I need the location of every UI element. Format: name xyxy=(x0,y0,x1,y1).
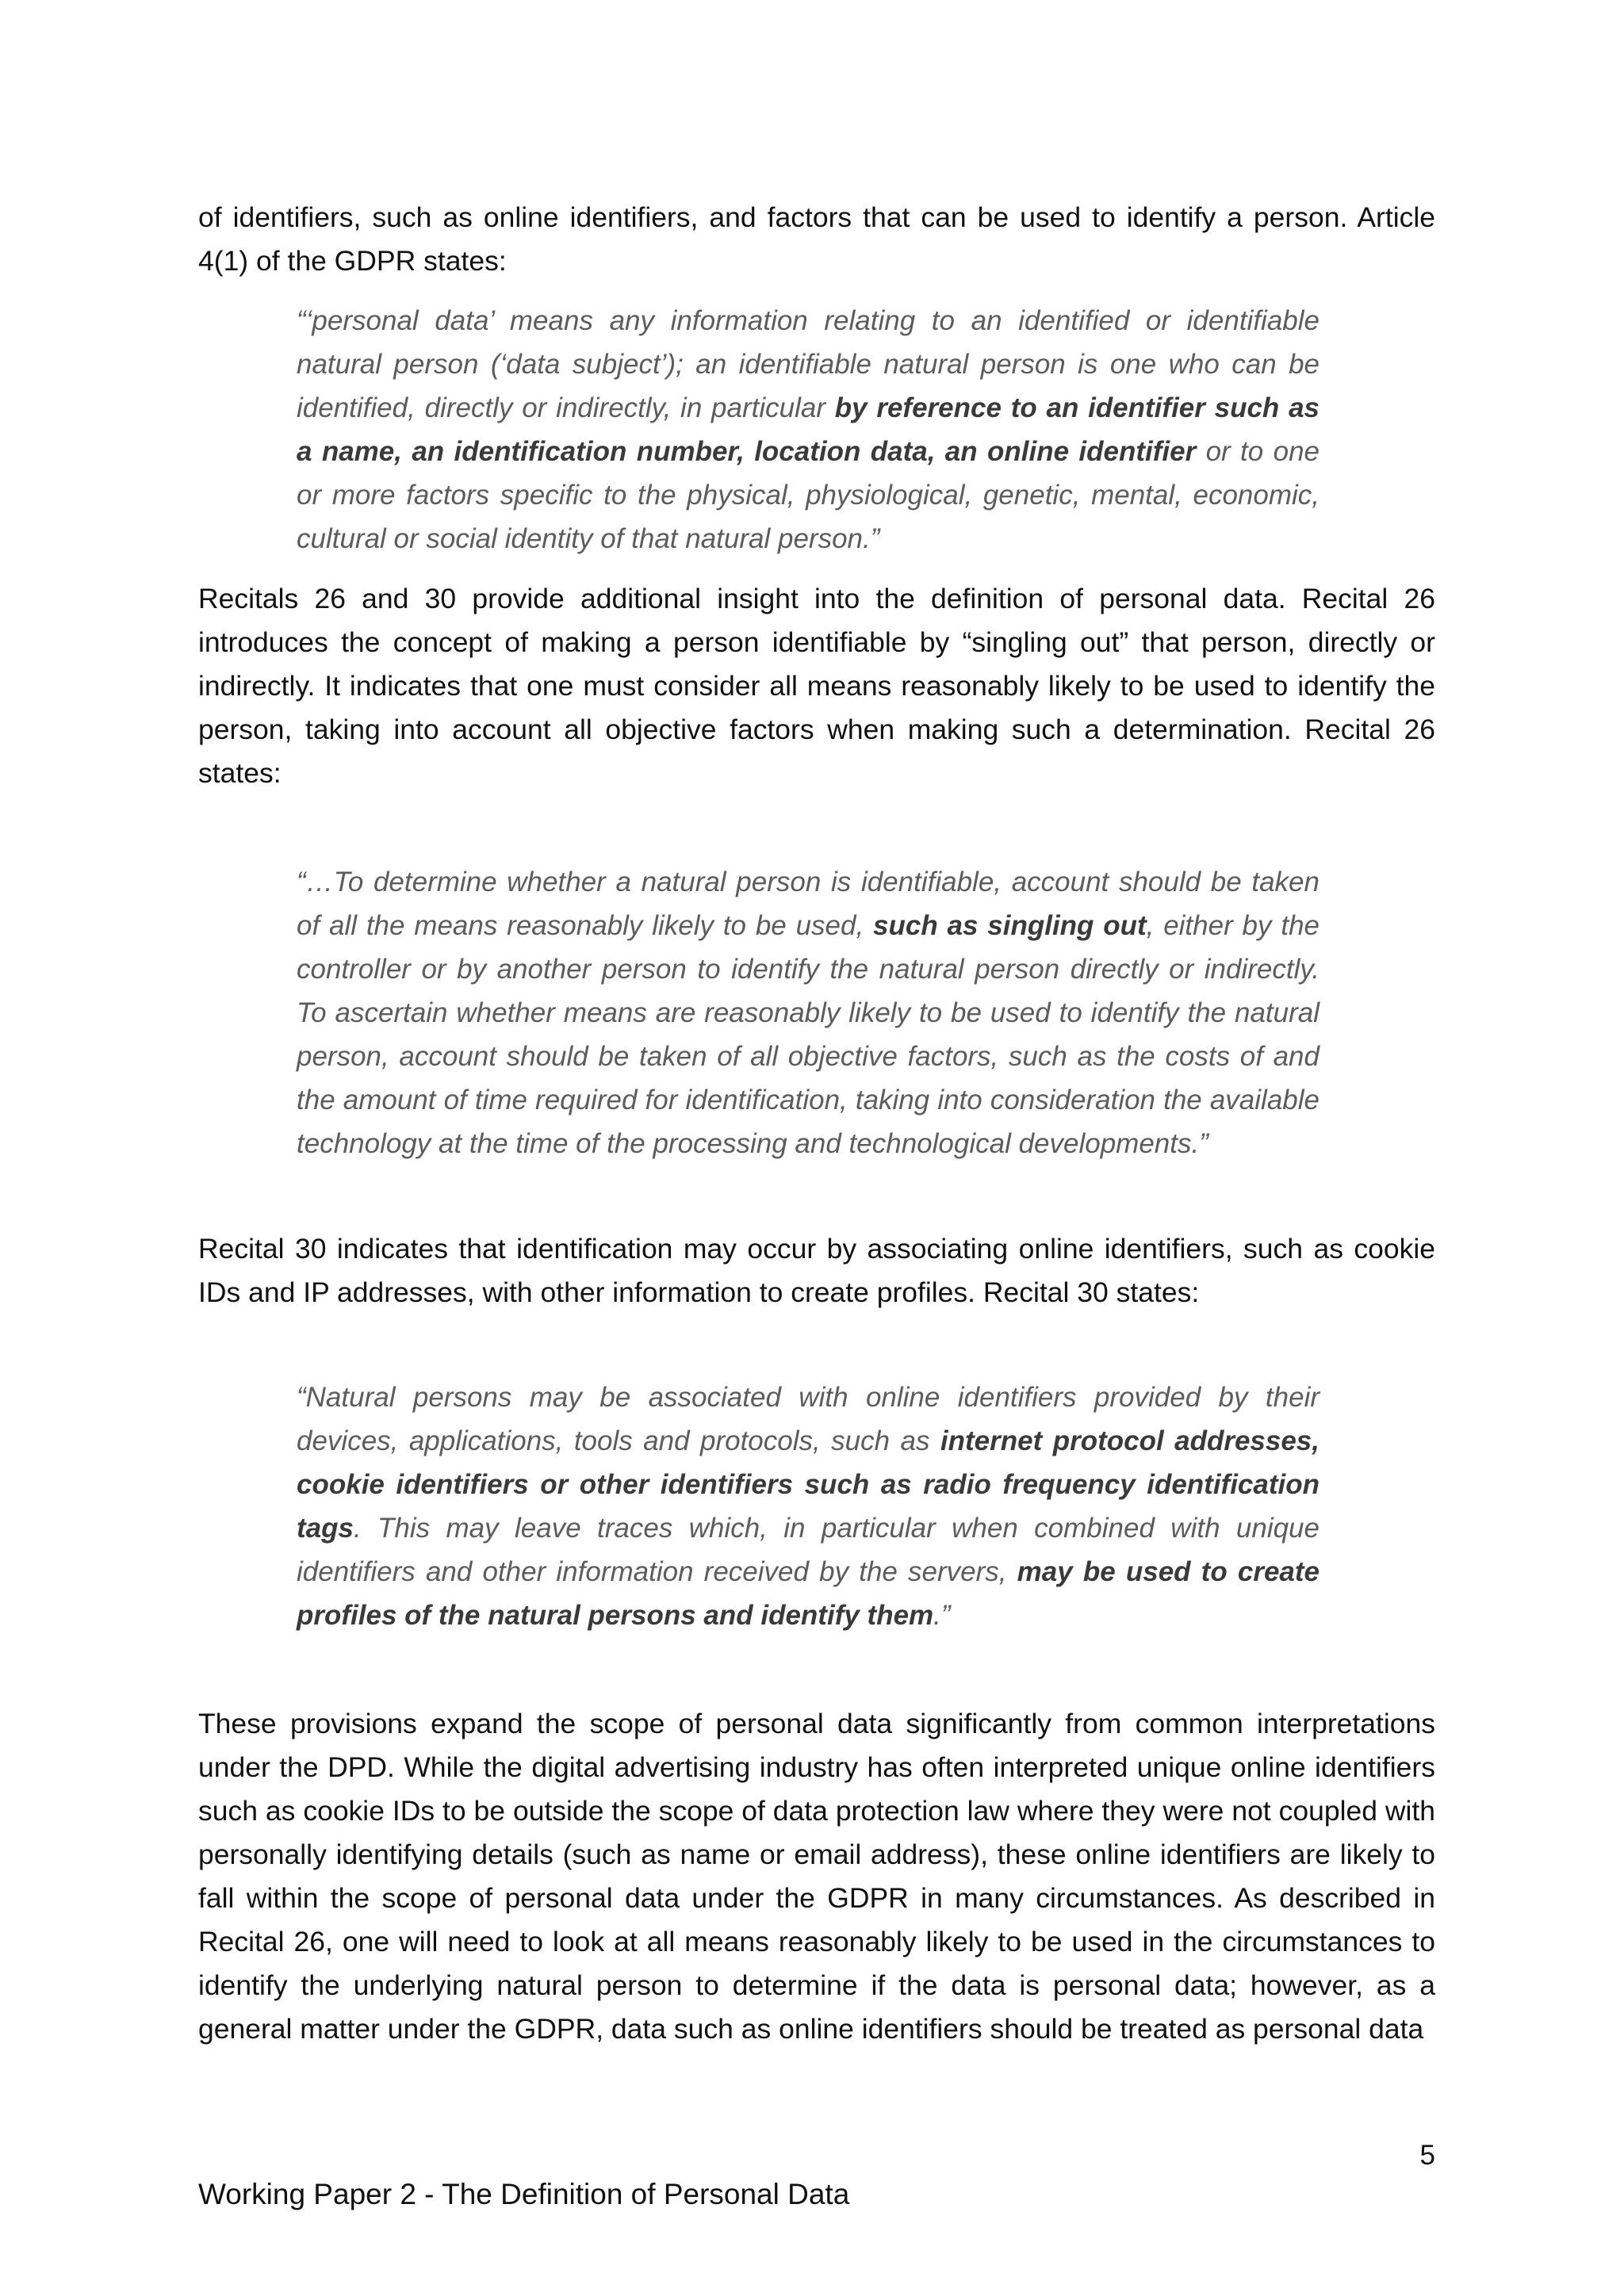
paragraph-recitals: Recitals 26 and 30 provide additional insight into the definition of personal data. Recital 26 introduces the concept of making a person identifiable by “singling out” that person, directly or indirectly. It indicates that one must consider all means reasonably likely to be used to identify the person, taking into account all objective factors when making such a determination. Recital 26 states: xyxy=(198,583,1435,789)
quote-emphasis: internet protocol addresses, cookie identifiers or other identifiers such as radio frequency identification tags xyxy=(297,1425,1320,1544)
quote-recital-26 xyxy=(297,860,1320,1165)
paragraph-recital-30: Recital 30 indicates that identification may occur by associating online identifiers, such as cookie IDs and IP addresses, with other information to create profiles. Recital 30 states: xyxy=(198,1233,1435,1308)
quote-text: , either by the controller or by another person to identify the natural person directly or indirectly. To ascertain whether means are reasonably likely to be used to identify the natural person, account should be taken of all objective factors, such as the costs of and the amount of time required for identification, taking into consideration the available technology at the time of the processing and technological developments.” xyxy=(297,910,1320,1159)
quote-text: . This may leave traces which, in particular when combined with unique identifiers and other information received by the servers, xyxy=(297,1513,1320,1587)
page-number: 5 xyxy=(1419,2140,1435,2171)
quote-emphasis: may be used to create profiles of the natural persons and identify them xyxy=(297,1556,1320,1631)
paragraph-intro: of identifiers, such as online identifiers, and factors that can be used to identify a person. Article 4(1) of the GDPR states: xyxy=(198,201,1435,277)
quote-text: “‘personal data’ means any information relating to an identified or identifiable natural person (‘data subject’); an identifiable natural person is one who can be identified, directly or indirectly, in particular xyxy=(297,305,1320,423)
quote-text: .” xyxy=(933,1600,951,1631)
footer-title: Working Paper 2 - The Definition of Personal Data xyxy=(198,2178,850,2210)
quote-article-4-1 xyxy=(297,299,1320,561)
quote-text: or to one or more factors specific to the physical, physiological, genetic, mental, economic, cultural or social identity of that natural person.” xyxy=(297,436,1320,554)
quote-text: “Natural persons may be associated with online identifiers provided by their devices, applications, tools and protocols, such as xyxy=(297,1382,1320,1456)
quote-recital-30 xyxy=(297,1376,1320,1637)
paragraph-scope: These provisions expand the scope of personal data significantly from common interpretations under the DPD. While the digital advertising industry has often interpreted unique online identifiers such as cookie IDs to be outside the scope of data protection law where they were not coupled with personally identifying details (such as name or email address), these online identifiers are likely to fall within the scope of personal data under the GDPR in many circumstances. As described in Recital 26, one will need to look at all means reasonably likely to be used in the circumstances to identify the underlying natural person to determine if the data is personal data; however, as a general matter under the GDPR, data such as online identifiers should be treated as personal data xyxy=(198,1708,1435,2045)
quote-text: “…To determine whether a natural person is identifiable, account should be taken of all the means reasonably likely to be used, xyxy=(297,867,1320,941)
quote-emphasis: by reference to an identifier such as a name, an identification number, location data, an online identifier xyxy=(297,392,1320,467)
quote-emphasis: such as singling out xyxy=(873,910,1147,941)
